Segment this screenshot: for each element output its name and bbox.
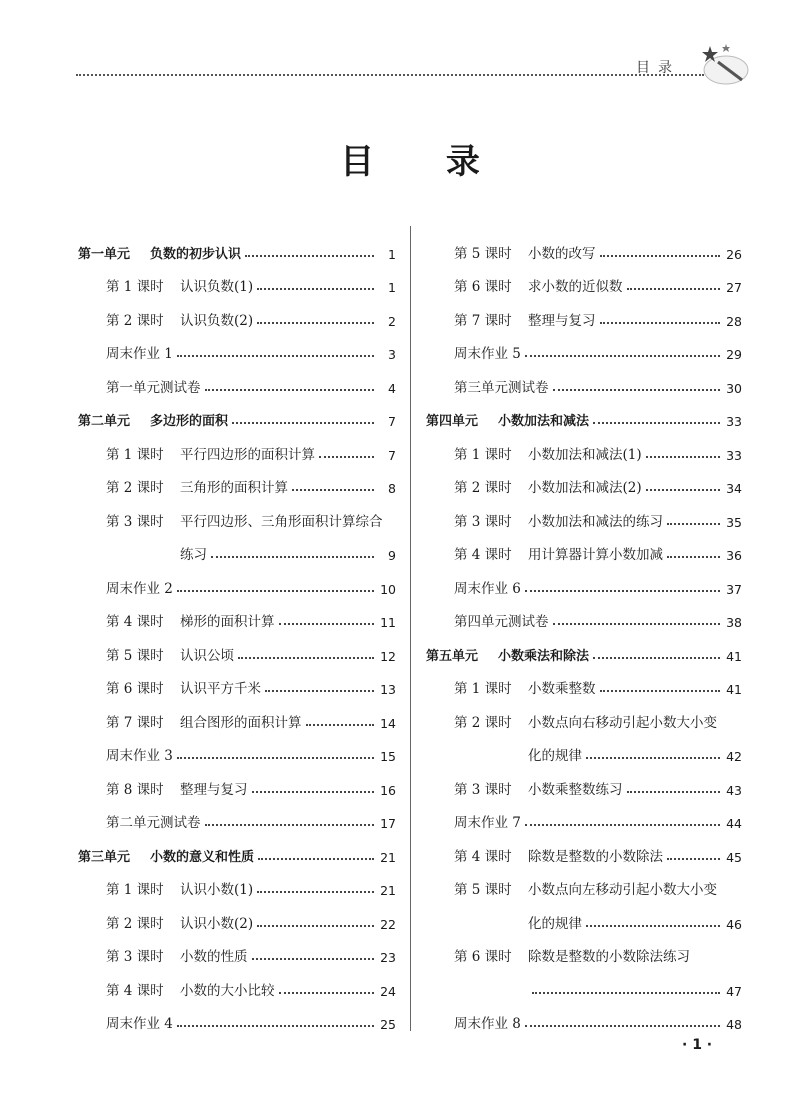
toc-unit-entry[interactable] bbox=[426, 630, 742, 664]
toc-entry-label: 第 1 课时 bbox=[454, 446, 512, 463]
toc-entry-title: 小数点向左移动引起小数大小变 bbox=[528, 882, 717, 898]
toc-dot-leader bbox=[205, 389, 375, 391]
toc-entry-title: 小数加法和减法(1) bbox=[528, 446, 642, 463]
toc-page-number: 42 bbox=[726, 749, 742, 764]
toc-page-number: 23 bbox=[380, 950, 396, 965]
toc-entry[interactable] bbox=[426, 999, 742, 1033]
toc-entry-title: 小数加法和减法的练习 bbox=[528, 513, 663, 530]
toc-entry[interactable] bbox=[426, 898, 742, 932]
header-label: 目录 bbox=[636, 60, 680, 76]
toc-entry-label: 第三单元 bbox=[78, 849, 131, 865]
toc-entry-label: 第 2 课时 bbox=[106, 480, 164, 496]
toc-entry-label: 第 2 课时 bbox=[106, 312, 164, 329]
toc-entry[interactable] bbox=[78, 496, 396, 530]
toc-page-number: 10 bbox=[380, 581, 396, 597]
toc-entry-title: 周末作业 5 bbox=[454, 346, 521, 362]
toc-entry-title: 认识负数(2) bbox=[180, 312, 254, 329]
toc-page-number: 29 bbox=[726, 347, 742, 362]
toc-entry[interactable] bbox=[78, 898, 396, 932]
toc-entry-title: 平行四边形的面积计算 bbox=[180, 446, 315, 463]
toc-page-number: 46 bbox=[726, 916, 742, 932]
toc-dot-leader bbox=[600, 322, 721, 324]
toc-entry-title: 认识公顷 bbox=[180, 647, 234, 664]
toc-entry[interactable] bbox=[78, 999, 396, 1033]
toc-entry-label: 第 2 课时 bbox=[454, 714, 512, 731]
toc-dot-leader bbox=[600, 255, 721, 257]
toc-entry[interactable] bbox=[426, 965, 742, 999]
toc-entry-title: 小数乘整数 bbox=[528, 681, 596, 697]
toc-page-number: 34 bbox=[726, 481, 742, 496]
toc-entry-title: 周末作业 8 bbox=[454, 1016, 521, 1032]
toc-page-number: 13 bbox=[380, 682, 396, 697]
toc-page-number: 2 bbox=[388, 313, 396, 329]
toc-unit-entry[interactable] bbox=[78, 228, 396, 262]
toc-dot-leader bbox=[319, 456, 374, 458]
toc-page-number: 27 bbox=[726, 280, 742, 295]
toc-page-number: 21 bbox=[380, 883, 396, 898]
header-dotted-rule bbox=[76, 74, 704, 76]
toc-entry-title: 平行四边形、三角形面积计算综合 bbox=[180, 513, 383, 530]
toc-page-number: 21 bbox=[380, 849, 396, 865]
toc-page-number: 26 bbox=[726, 246, 742, 262]
toc-entry-label: 第 6 课时 bbox=[106, 681, 164, 697]
toc-entry-title: 周末作业 6 bbox=[454, 580, 521, 597]
toc-dot-leader bbox=[646, 456, 720, 458]
toc-entry[interactable] bbox=[78, 630, 396, 664]
toc-dot-leader bbox=[257, 891, 374, 893]
toc-dot-leader bbox=[646, 489, 720, 491]
toc-dot-leader bbox=[177, 757, 374, 759]
magic-wand-star-icon bbox=[696, 40, 752, 86]
toc-left-column bbox=[78, 228, 396, 1032]
toc-entry-title: 认识平方千米 bbox=[180, 681, 261, 697]
toc-entry[interactable] bbox=[426, 764, 742, 798]
toc-dot-leader bbox=[257, 322, 374, 324]
toc-dot-leader bbox=[177, 1025, 374, 1027]
toc-entry[interactable] bbox=[78, 865, 396, 899]
toc-dot-leader bbox=[553, 389, 721, 391]
toc-page-number: 12 bbox=[380, 648, 396, 664]
toc-entry-title: 负数的初步认识 bbox=[150, 246, 242, 262]
toc-entry-label: 第 8 课时 bbox=[106, 781, 164, 798]
toc-dot-leader bbox=[667, 556, 720, 558]
toc-entry-title: 认识负数(1) bbox=[180, 279, 254, 295]
toc-entry-title: 小数加法和减法 bbox=[498, 414, 590, 429]
toc-entry[interactable] bbox=[78, 262, 396, 296]
toc-page-number: 24 bbox=[380, 983, 396, 999]
toc-page-number: 14 bbox=[380, 715, 396, 731]
toc-entry-title: 整理与复习 bbox=[180, 781, 248, 798]
toc-entry[interactable] bbox=[426, 362, 742, 396]
toc-entry[interactable] bbox=[78, 932, 396, 966]
toc-page-number: 15 bbox=[380, 749, 396, 764]
toc-unit-entry[interactable] bbox=[78, 396, 396, 430]
toc-dot-leader bbox=[257, 288, 374, 290]
toc-page-number: 48 bbox=[726, 1017, 742, 1032]
toc-entry[interactable] bbox=[78, 798, 396, 832]
toc-entry-label: 第 3 课时 bbox=[454, 513, 512, 530]
toc-entry-title: 小数的性质 bbox=[180, 949, 248, 965]
toc-entry[interactable] bbox=[78, 530, 396, 564]
toc-entry-label: 第 1 课时 bbox=[106, 446, 164, 463]
toc-page-number: 36 bbox=[726, 548, 742, 563]
toc-entry-label: 第 7 课时 bbox=[106, 714, 164, 731]
toc-dot-leader bbox=[667, 523, 720, 525]
toc-dot-leader bbox=[292, 489, 374, 491]
toc-entry-label: 第 4 课时 bbox=[106, 982, 164, 999]
toc-entry-title: 第一单元测试卷 bbox=[106, 379, 201, 396]
toc-entry-label: 第一单元 bbox=[78, 246, 131, 262]
toc-dot-leader bbox=[232, 422, 374, 424]
toc-page-number: 11 bbox=[380, 615, 396, 630]
toc-entry-label: 第 3 课时 bbox=[106, 513, 164, 530]
toc-dot-leader bbox=[627, 288, 721, 290]
toc-dot-leader bbox=[586, 925, 720, 927]
toc-entry[interactable] bbox=[78, 597, 396, 631]
toc-entry-label: 第 1 课时 bbox=[454, 681, 512, 697]
toc-entry[interactable] bbox=[426, 831, 742, 865]
toc-page-number: 25 bbox=[380, 1017, 396, 1032]
toc-page-number: 7 bbox=[388, 414, 396, 429]
toc-entry[interactable] bbox=[426, 329, 742, 363]
toc-entry[interactable] bbox=[426, 262, 742, 296]
toc-dot-leader bbox=[252, 791, 375, 793]
toc-entry[interactable] bbox=[426, 530, 742, 564]
toc-entry-title: 梯形的面积计算 bbox=[180, 614, 275, 630]
toc-entry-title: 周末作业 4 bbox=[106, 1016, 173, 1032]
toc-page-number: 35 bbox=[726, 514, 742, 530]
toc-page-number: 43 bbox=[726, 782, 742, 798]
toc-entry-title: 周末作业 2 bbox=[106, 580, 173, 597]
toc-dot-leader bbox=[238, 657, 374, 659]
toc-page-number: 41 bbox=[726, 648, 742, 664]
toc-page-number: 38 bbox=[726, 615, 742, 630]
toc-dot-leader bbox=[211, 556, 374, 558]
toc-entry-label: 第 4 课时 bbox=[454, 848, 512, 865]
toc-dot-leader bbox=[525, 1025, 720, 1027]
toc-dot-leader bbox=[177, 355, 374, 357]
toc-page-number: 30 bbox=[726, 380, 742, 396]
toc-entry[interactable] bbox=[426, 463, 742, 497]
toc-entry[interactable] bbox=[426, 731, 742, 765]
toc-dot-leader bbox=[586, 757, 720, 759]
toc-entry[interactable] bbox=[426, 563, 742, 597]
toc-entry-label: 第二单元 bbox=[78, 414, 131, 429]
toc-entry-label: 第 5 课时 bbox=[454, 245, 512, 262]
toc-entry-label: 第 6 课时 bbox=[454, 949, 512, 965]
toc-entry[interactable] bbox=[78, 429, 396, 463]
toc-entry-title: 求小数的近似数 bbox=[528, 279, 623, 295]
toc-page-number: 4 bbox=[388, 380, 396, 396]
toc-dot-leader bbox=[667, 858, 720, 860]
toc-entry[interactable] bbox=[78, 563, 396, 597]
toc-entry-label: 第 1 课时 bbox=[106, 882, 164, 898]
toc-page-number: 37 bbox=[726, 581, 742, 597]
toc-entry[interactable] bbox=[426, 496, 742, 530]
toc-dot-leader bbox=[525, 824, 720, 826]
toc-dot-leader bbox=[257, 925, 374, 927]
toc-entry[interactable] bbox=[426, 228, 742, 262]
toc-entry-title: 第四单元测试卷 bbox=[454, 614, 549, 630]
toc-entry-title: 三角形的面积计算 bbox=[180, 480, 288, 496]
toc-entry-label: 第 3 课时 bbox=[454, 781, 512, 798]
toc-page-number: 17 bbox=[380, 816, 396, 831]
toc-entry-label: 第 3 课时 bbox=[106, 949, 164, 965]
toc-page-number: 3 bbox=[388, 347, 396, 362]
toc-entry-title: 化的规律 bbox=[528, 915, 582, 932]
toc-entry-title: 认识小数(2) bbox=[180, 915, 254, 932]
toc-page-number: 7 bbox=[388, 447, 396, 463]
toc-page-number: 9 bbox=[388, 548, 396, 563]
toc-entry-title: 小数的意义和性质 bbox=[150, 849, 255, 865]
toc-entry-label: 第 5 课时 bbox=[454, 882, 512, 898]
toc-page-number: 28 bbox=[726, 313, 742, 329]
toc-entry[interactable] bbox=[426, 295, 742, 329]
toc-page-number: 45 bbox=[726, 849, 742, 865]
toc-entry-title: 整理与复习 bbox=[528, 312, 596, 329]
toc-dot-leader bbox=[279, 623, 375, 625]
toc-page-number: 47 bbox=[726, 983, 742, 999]
toc-entry-title: 多边形的面积 bbox=[150, 414, 229, 429]
toc-page-number: 41 bbox=[726, 682, 742, 697]
toc-entry-title: 第三单元测试卷 bbox=[454, 379, 549, 396]
toc-entry-title: 小数乘法和除法 bbox=[498, 648, 590, 664]
toc-entry-label: 第 2 课时 bbox=[454, 480, 512, 496]
toc-entry[interactable] bbox=[426, 932, 742, 966]
toc-entry-title: 认识小数(1) bbox=[180, 882, 254, 898]
toc-entry[interactable] bbox=[426, 697, 742, 731]
toc-dot-leader bbox=[593, 422, 720, 424]
toc-dot-leader bbox=[525, 590, 720, 592]
toc-entry[interactable] bbox=[426, 865, 742, 899]
toc-entry[interactable] bbox=[426, 664, 742, 698]
toc-dot-leader bbox=[265, 690, 374, 692]
toc-dot-leader bbox=[177, 590, 374, 592]
toc-entry[interactable] bbox=[426, 798, 742, 832]
toc-entry[interactable] bbox=[426, 597, 742, 631]
toc-dot-leader bbox=[627, 791, 721, 793]
toc-entry[interactable] bbox=[78, 764, 396, 798]
toc-right-column bbox=[426, 228, 742, 1032]
toc-page-number: 1 bbox=[388, 280, 396, 295]
toc-entry-title: 除数是整数的小数除法练习 bbox=[528, 949, 690, 965]
toc-dot-leader bbox=[525, 355, 720, 357]
toc-entry-title: 小数乘整数练习 bbox=[528, 781, 623, 798]
toc-entry-label: 第 5 课时 bbox=[106, 647, 164, 664]
toc-entry-title: 组合图形的面积计算 bbox=[180, 714, 302, 731]
toc-page-number: 33 bbox=[726, 414, 742, 429]
toc-unit-entry[interactable] bbox=[78, 831, 396, 865]
toc-entry[interactable] bbox=[426, 429, 742, 463]
toc-unit-entry[interactable] bbox=[426, 396, 742, 430]
toc-dot-leader bbox=[600, 690, 721, 692]
toc-entry-label: 第四单元 bbox=[426, 414, 479, 429]
toc-entry-title: 化的规律 bbox=[528, 748, 582, 764]
page-number: · 1 · bbox=[682, 1037, 713, 1053]
toc-entry[interactable] bbox=[78, 295, 396, 329]
toc-entry-title: 小数点向右移动引起小数大小变 bbox=[528, 714, 717, 731]
toc-entry[interactable] bbox=[78, 731, 396, 765]
toc-dot-leader bbox=[205, 824, 375, 826]
toc-page-number: 33 bbox=[726, 447, 742, 463]
toc-entry-title: 用计算器计算小数加减 bbox=[528, 547, 663, 563]
toc-entry-title: 周末作业 7 bbox=[454, 815, 521, 831]
toc-entry-label: 第 4 课时 bbox=[454, 547, 512, 563]
toc-entry-title: 周末作业 1 bbox=[106, 346, 173, 362]
toc-entry-title: 第二单元测试卷 bbox=[106, 815, 201, 831]
toc-entry-title: 小数加法和减法(2) bbox=[528, 480, 642, 496]
toc-entry-label: 第 6 课时 bbox=[454, 279, 512, 295]
toc-entry-label: 第 1 课时 bbox=[106, 279, 164, 295]
toc-entry[interactable] bbox=[78, 463, 396, 497]
toc-entry-label: 第 7 课时 bbox=[454, 312, 512, 329]
toc-page-number: 1 bbox=[388, 246, 396, 262]
toc-entry-label: 第五单元 bbox=[426, 648, 479, 664]
page-title: 目 录 bbox=[340, 142, 510, 182]
toc-entry[interactable] bbox=[78, 697, 396, 731]
toc-entry[interactable] bbox=[78, 664, 396, 698]
toc-page-number: 22 bbox=[380, 916, 396, 932]
toc-dot-leader bbox=[279, 992, 375, 994]
toc-entry-label: 第 2 课时 bbox=[106, 915, 164, 932]
toc-entry[interactable] bbox=[78, 362, 396, 396]
column-divider bbox=[410, 226, 411, 1031]
toc-dot-leader bbox=[306, 724, 375, 726]
toc-page-number: 44 bbox=[726, 816, 742, 831]
toc-entry-label: 第 4 课时 bbox=[106, 614, 164, 630]
toc-page-number: 8 bbox=[388, 481, 396, 496]
toc-dot-leader bbox=[252, 958, 375, 960]
toc-dot-leader bbox=[258, 858, 374, 860]
toc-page-number: 16 bbox=[380, 782, 396, 798]
toc-dot-leader bbox=[532, 992, 720, 994]
toc-entry-title: 周末作业 3 bbox=[106, 748, 173, 764]
toc-entry-title: 除数是整数的小数除法 bbox=[528, 848, 663, 865]
toc-dot-leader bbox=[593, 657, 720, 659]
toc-entry-title: 小数的改写 bbox=[528, 245, 596, 262]
toc-entry-title: 小数的大小比较 bbox=[180, 982, 275, 999]
toc-entry[interactable] bbox=[78, 329, 396, 363]
toc-dot-leader bbox=[553, 623, 721, 625]
toc-dot-leader bbox=[245, 255, 374, 257]
toc-entry-title: 练习 bbox=[180, 547, 207, 563]
toc-entry[interactable] bbox=[78, 965, 396, 999]
